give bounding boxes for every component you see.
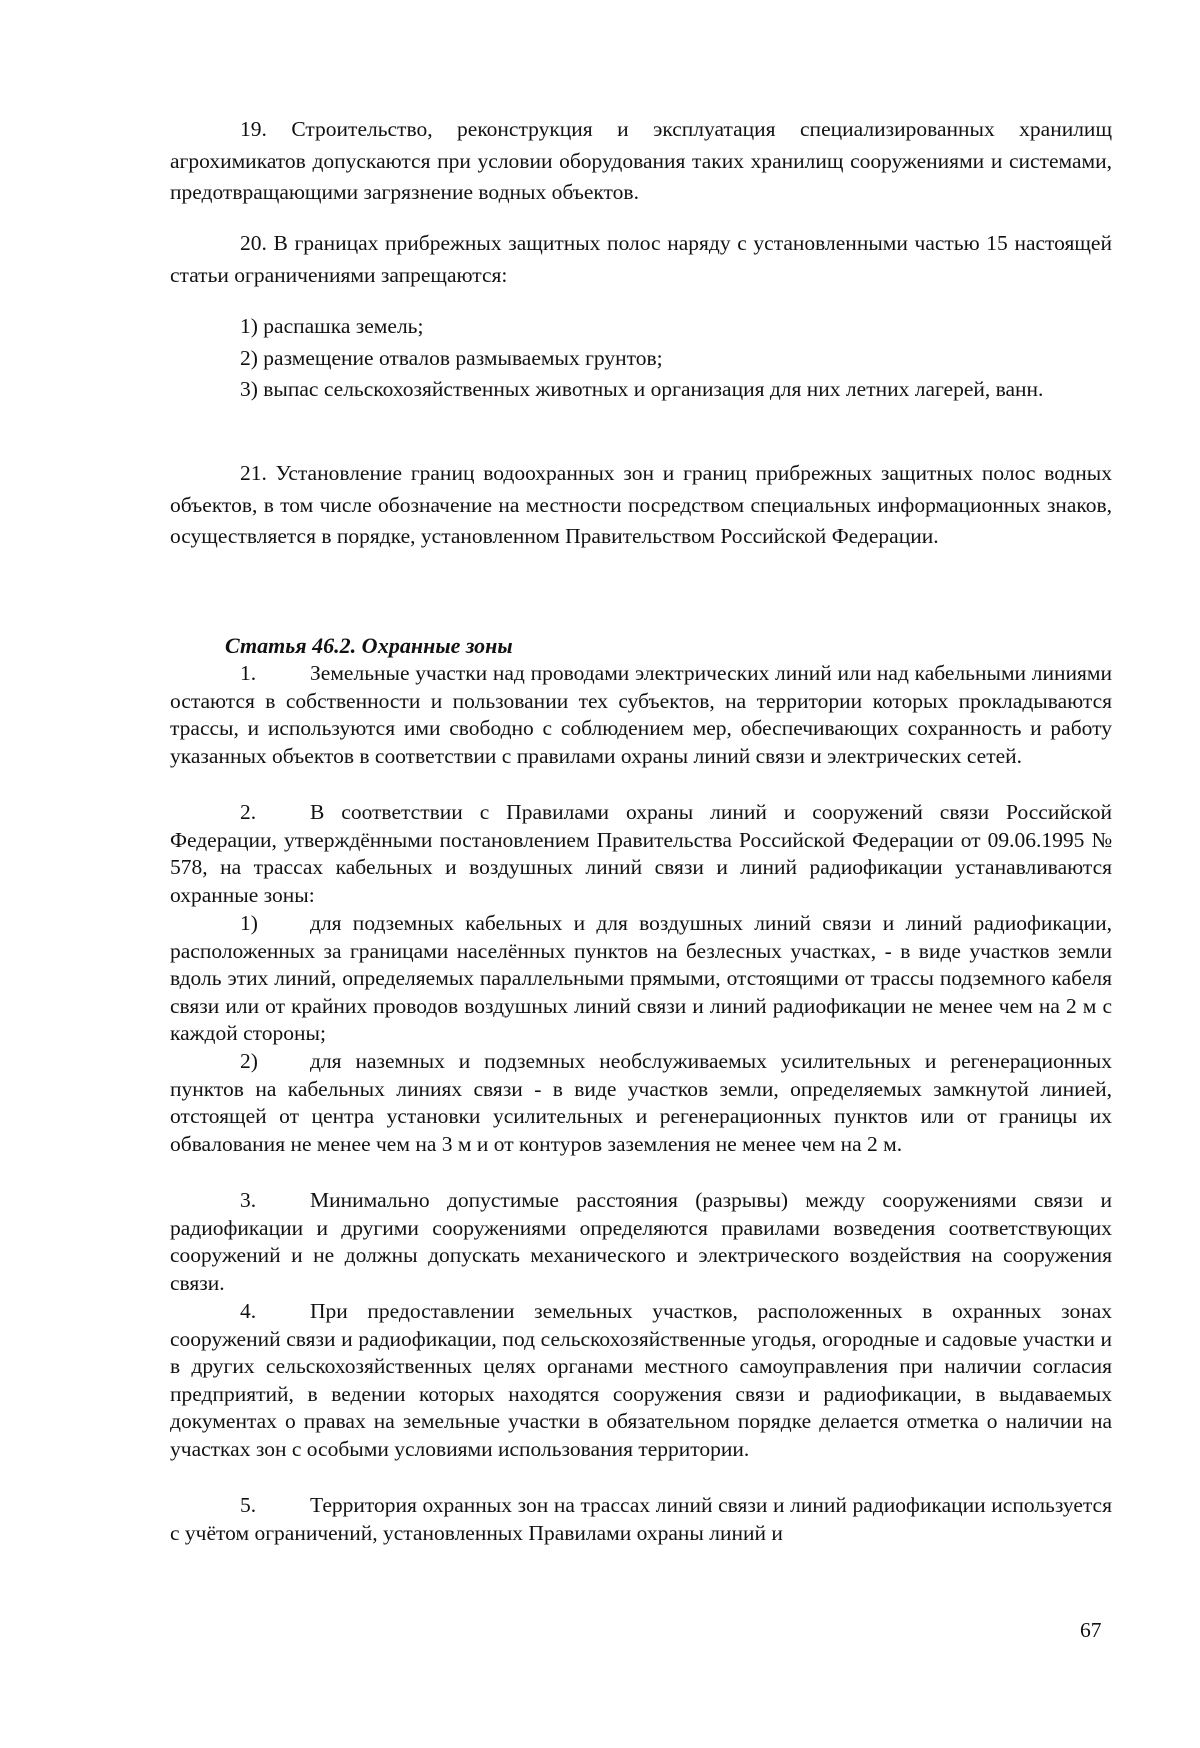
article-subitem-1	[170, 910, 1112, 1048]
item-text: При предоставлении земельных участков, расположенных в охранных зонах сооружений связи и радиофикации, под сельскохозяйственные угодья, огородные и садовые участки и в других сельскохозяйственных целях органами местного самоуправления при наличии согласия предприятий, в ведении которых находятся сооружения связи и радиофикации, в выдаваемых документах о правах на земельные участки в обязательном порядке делается отметка о наличии на участках зон с особыми условиями использования территории.	[170, 1299, 1112, 1461]
item-text: Минимально допустимые расстояния (разрывы) между сооружениями связи и радиофикации и другими сооружениями определяются правилами возведения соответствующих сооружений и не должны допускать механического и электрического воздействия на сооружения связи.	[170, 1188, 1112, 1295]
paragraph-20: 20. В границах прибрежных защитных полос наряду с установленными частью 15 настоящей статьи ограничениями запрещаются:	[170, 231, 1112, 287]
item-text: Территория охранных зон на трассах линий связи и линий радиофикации используется с учётом ограничений, установленных Правилами охраны линий и	[170, 1493, 1112, 1545]
page-number: 67	[1080, 1618, 1102, 1642]
article-item-1	[170, 660, 1112, 770]
list-item-1: 1) распашка земель;	[240, 314, 424, 338]
paragraph-21: 21. Установление границ водоохранных зон и границ прибрежных защитных полос водных объектов, в том числе обозначение на местности посредством специальных информационных знаков, осуществляется в порядке, установленном Правительством Российской Федерации.	[170, 461, 1112, 548]
item-number: 4.	[240, 1299, 257, 1323]
item-number: 2)	[240, 1049, 258, 1073]
article-item-2	[170, 799, 1112, 909]
article-item-5	[170, 1492, 1112, 1547]
list-item-3: 3) выпас сельскохозяйственных животных и организация для них летних лагерей, ванн.	[240, 377, 1044, 401]
item-text: Земельные участки над проводами электрических линий или над кабельными линиями остаются в собственности и пользовании тех субъектов, на территории которых прокладываются трассы, и используются ими свободно с соблюдением мер, обеспечивающих сохранность и работу указанных объектов в соответствии с правилами охраны линий связи и электрических сетей.	[170, 661, 1112, 768]
item-text: В соответствии с Правилами охраны линий и сооружений связи Российской Федерации, утверждёнными постановлением Правительства Российской Федерации от 09.06.1995 № 578, на трассах кабельных и воздушных линий связи и линий радиофикации устанавливаются охранные зоны:	[170, 800, 1112, 907]
article-item-4	[170, 1298, 1112, 1464]
article-item-3	[170, 1187, 1112, 1297]
paragraph-19: 19. Строительство, реконструкция и эксплуатация специализированных хранилищ агрохимикатов допускаются при условии оборудования таких хранилищ сооружениями и системами, предотвращающими загрязнение водных объектов.	[170, 117, 1112, 204]
item-text: для наземных и подземных необслуживаемых усилительных и регенерационных пунктов на кабельных линиях связи - в виде участков земли, определяемых замкнутой линией, отстоящей от центра установки усилительных и регенерационных пунктов или от границы их обвалования не менее чем на 3 м и от контуров заземления не менее чем на 2 м.	[170, 1049, 1112, 1156]
item-number: 3.	[240, 1188, 257, 1212]
item-number: 5.	[240, 1493, 257, 1517]
list-item-2: 2) размещение отвалов размываемых грунтов;	[240, 346, 663, 370]
article-subitem-2	[170, 1048, 1112, 1158]
item-number: 1)	[240, 911, 258, 935]
item-text: для подземных кабельных и для воздушных линий связи и линий радиофикации, расположенных за границами населённых пунктов на безлесных участках, - в виде участков земли вдоль этих линий, определяемых параллельными прямыми, отстоящими от трассы подземного кабеля связи или от крайних проводов воздушных линий связи и линий радиофикации не менее чем на 2 м с каждой стороны;	[170, 911, 1112, 1046]
item-number: 2.	[240, 800, 257, 824]
item-number: 1.	[240, 661, 257, 685]
article-heading: Статья 46.2. Охранные зоны	[225, 633, 513, 658]
